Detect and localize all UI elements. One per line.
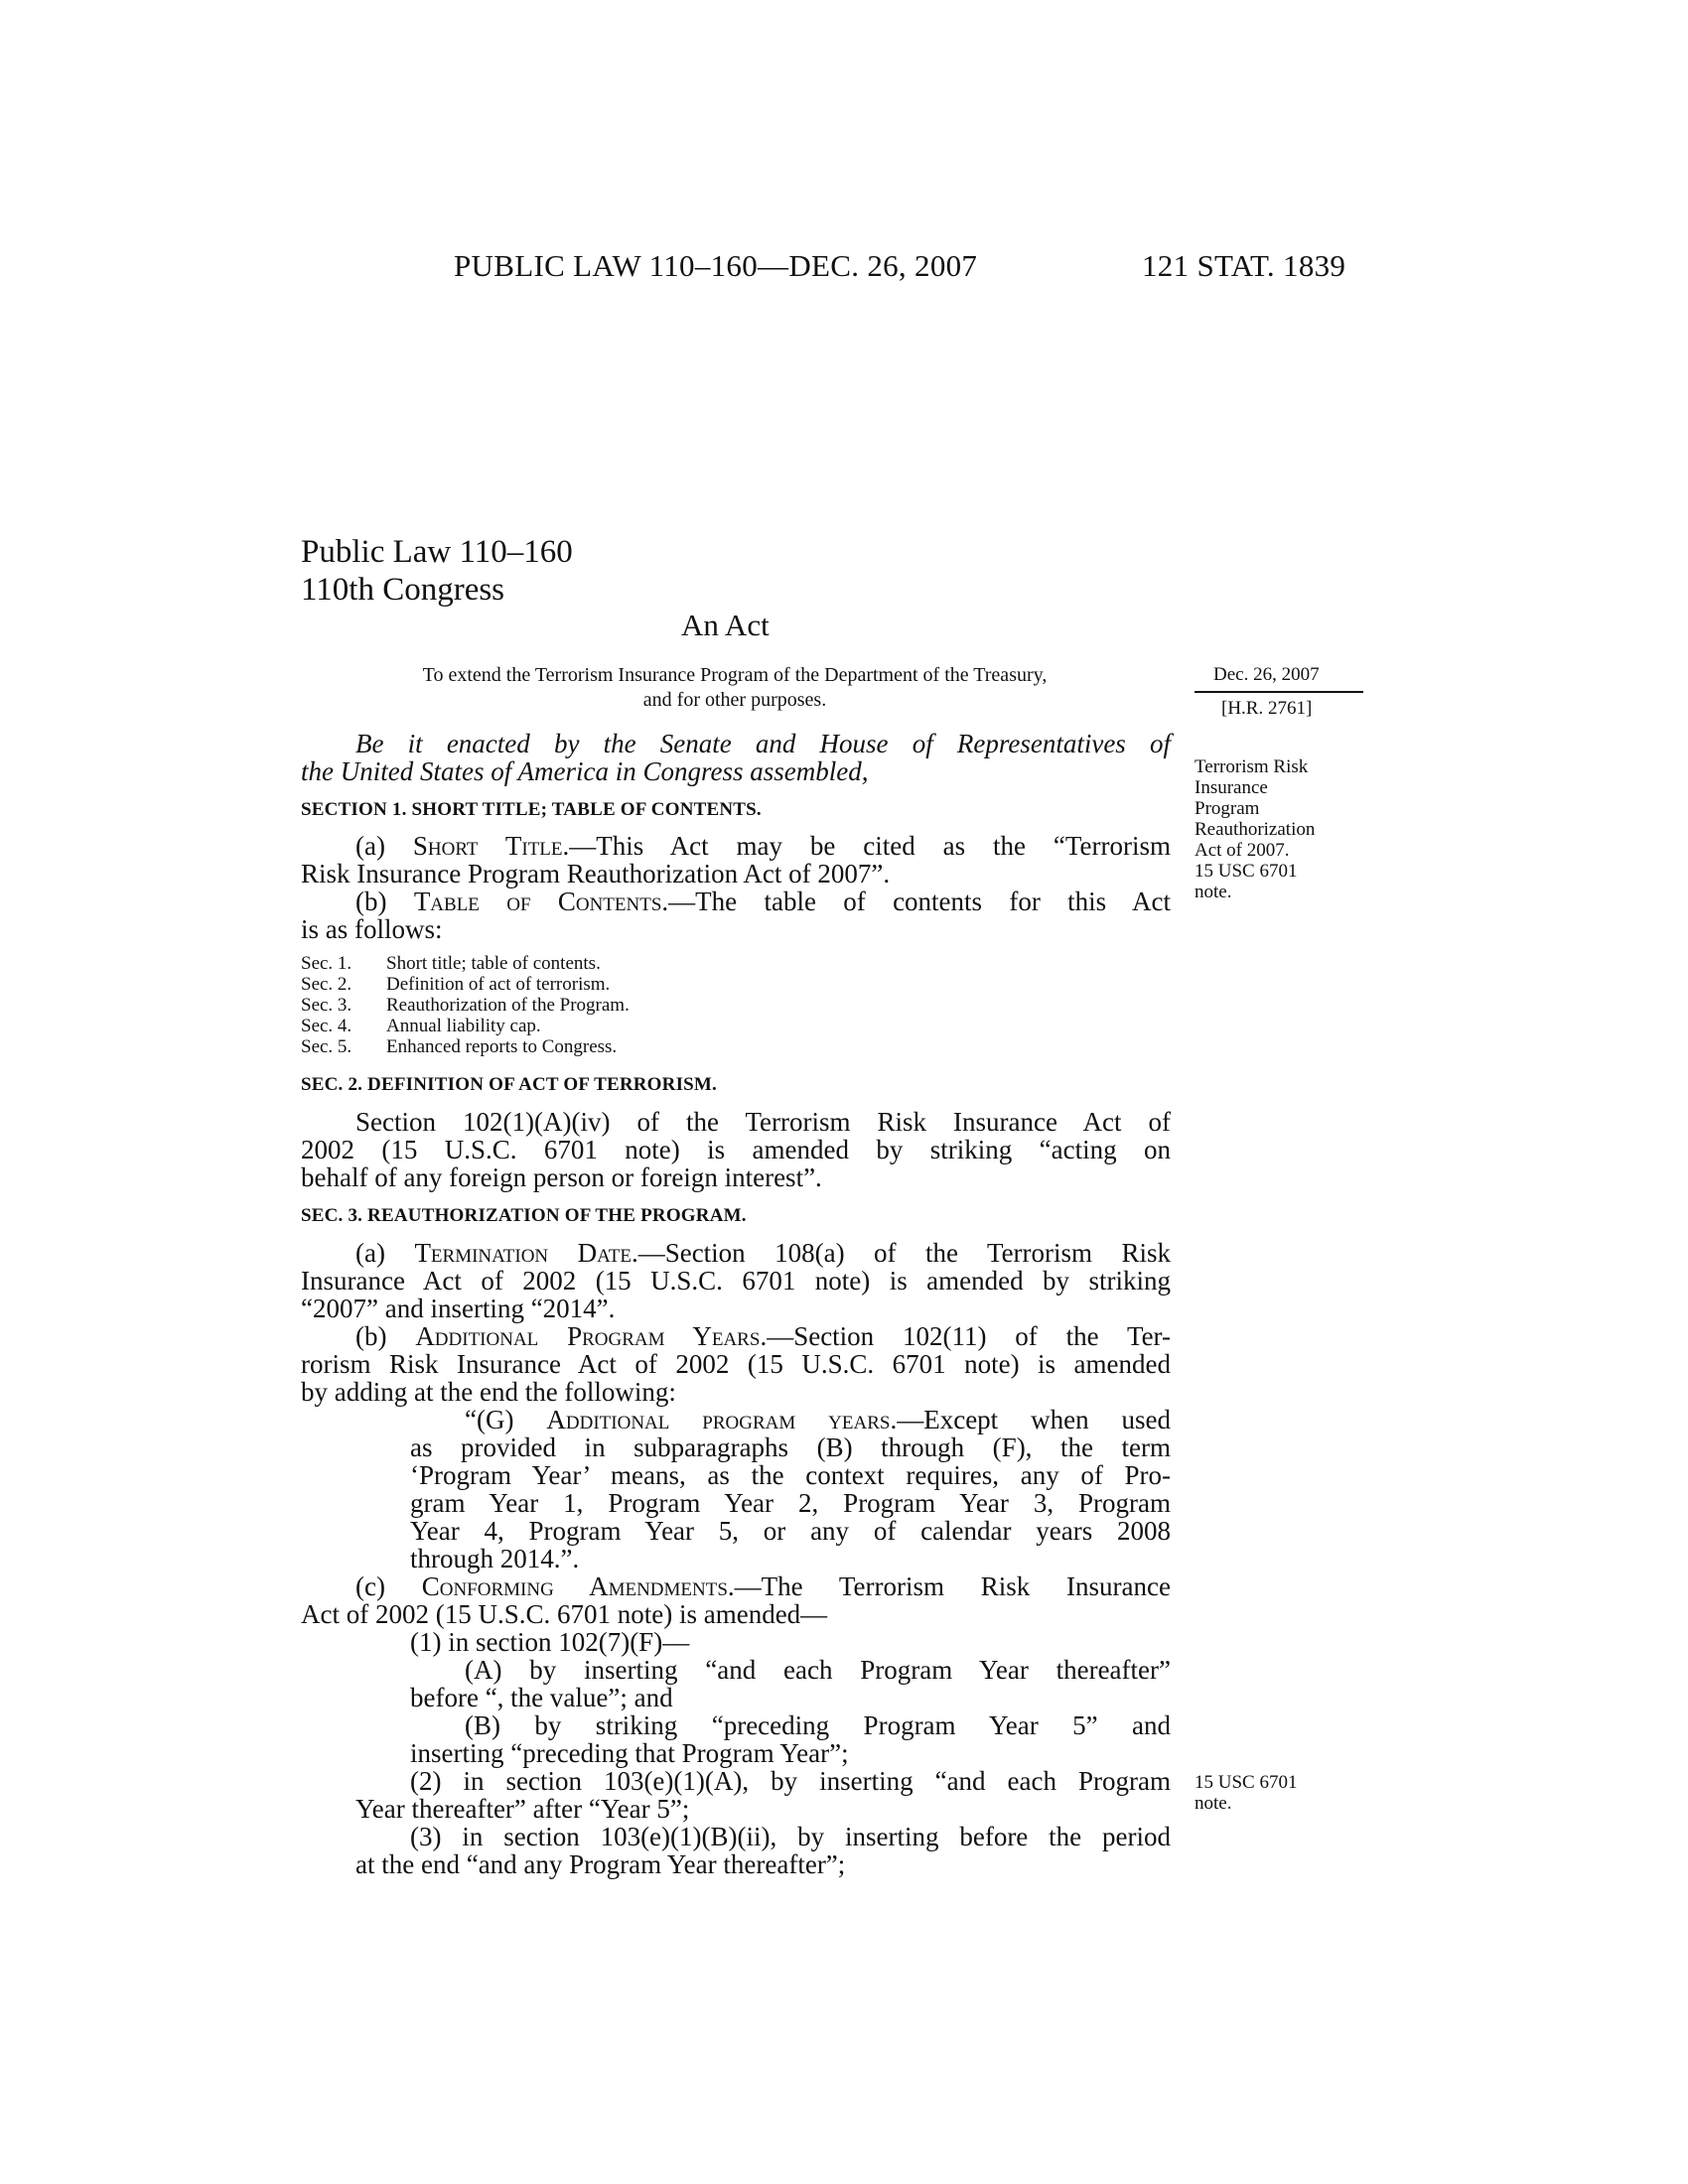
enacting-clause-line-2: the United States of America in Congress assembled,: [301, 756, 869, 786]
margin-enactment-date: Dec. 26, 2007: [1213, 664, 1320, 685]
congress-number: 110th Congress: [301, 572, 505, 608]
sec1-a-line-1: (a) Short Title.—This Act may be cited as the “Terrorism: [355, 831, 1171, 861]
sec2-line-1: Section 102(1)(A)(iv) of the Terrorism Risk Insurance Act of: [355, 1107, 1171, 1137]
sec3-g-line-3: ‘Program Year’ means, as the context requires, any of Pro-: [410, 1460, 1171, 1490]
sec3-c-item-1A-line-1: (A) by inserting “and each Program Year thereafter”: [465, 1655, 1171, 1685]
margin-note-line: 15 USC 6701: [1195, 1772, 1298, 1793]
toc-entry: Sec. 5. Enhanced reports to Congress.: [301, 1036, 618, 1057]
toc-entry: Sec. 1. Short title; table of contents.: [301, 953, 601, 974]
sec1-b-line-2: is as follows:: [301, 914, 443, 944]
sec3-c-item-3-line-1: (3) in section 103(e)(1)(B)(ii), by inserting before the period: [410, 1822, 1171, 1851]
sec3-g-line-2: as provided in subparagraphs (B) through (F), the term: [410, 1433, 1171, 1462]
margin-note-line: Insurance: [1195, 777, 1268, 798]
sec2-line-2: 2002 (15 U.S.C. 6701 note) is amended by striking “acting on: [301, 1135, 1171, 1164]
sec3-c-item-1B-line-1: (B) by striking “preceding Program Year 5” and: [465, 1710, 1171, 1740]
sec3-b-line-3: by adding at the end the following:: [301, 1377, 676, 1407]
sec3-c-item-2-line-1: (2) in section 103(e)(1)(A), by inserting “and each Program: [410, 1766, 1171, 1796]
toc-entry: Sec. 2. Definition of act of terrorism.: [301, 974, 611, 995]
sec3-c-item-1A-line-2: before “, the value”; and: [410, 1683, 673, 1712]
sec3-g-line-6: through 2014.”.: [410, 1544, 580, 1573]
sec3-a-line-2: Insurance Act of 2002 (15 U.S.C. 6701 note) is amended by striking: [301, 1266, 1171, 1296]
section-1-heading: SECTION 1. SHORT TITLE; TABLE OF CONTENTS.: [301, 799, 762, 820]
sec3-a-line-3: “2007” and inserting “2014”.: [301, 1294, 616, 1323]
sec3-b-line-1: (b) Additional Program Years.—Section 102(11) of the Ter-: [355, 1321, 1171, 1351]
section-3-heading: SEC. 3. REAUTHORIZATION OF THE PROGRAM.: [301, 1205, 747, 1226]
enacting-clause-line-1: Be it enacted by the Senate and House of Representatives of: [355, 729, 1171, 758]
sec3-a-line-1: (a) Termination Date.—Section 108(a) of the Terrorism Risk: [355, 1238, 1172, 1268]
public-law-number: Public Law 110–160: [301, 534, 573, 570]
margin-note-line: Terrorism Risk: [1195, 756, 1309, 777]
toc-entry: Sec. 4. Annual liability cap.: [301, 1016, 541, 1036]
margin-bill-number: [H.R. 2761]: [1221, 698, 1313, 719]
sec3-g-line-5: Year 4, Program Year 5, or any of calendar years 2008: [410, 1516, 1171, 1546]
sec3-c-line-2: Act of 2002 (15 U.S.C. 6701 note) is amended—: [301, 1599, 828, 1629]
sec3-b-line-2: rorism Risk Insurance Act of 2002 (15 U.S.C. 6701 note) is amended: [301, 1349, 1171, 1379]
sec3-c-item-3-line-2: at the end “and any Program Year thereafter”;: [355, 1849, 846, 1879]
sec3-c-item-1: (1) in section 102(7)(F)—: [410, 1627, 690, 1657]
table-of-contents: [301, 953, 630, 1057]
act-purpose-line-1: To extend the Terrorism Insurance Program of the Department of the Treasury,: [422, 664, 1048, 686]
section-2-heading: SEC. 2. DEFINITION OF ACT OF TERRORISM.: [301, 1074, 718, 1095]
margin-note-line: Act of 2007.: [1195, 840, 1290, 861]
margin-note-line: Reauthorization: [1195, 819, 1316, 840]
margin-note-line: 15 USC 6701: [1195, 861, 1298, 882]
sec3-c-item-2-line-2: Year thereafter” after “Year 5”;: [355, 1794, 690, 1824]
toc-entry: Sec. 3. Reauthorization of the Program.: [301, 995, 630, 1016]
margin-note-usc: [1195, 1772, 1297, 1814]
margin-note-line: note.: [1195, 1793, 1232, 1814]
margin-rule: [1195, 691, 1363, 693]
act-purpose: [328, 663, 1142, 713]
sec3-g-line-1: “(G) Additional program years.—Except when used: [465, 1405, 1171, 1434]
margin-note-line: note.: [1195, 882, 1232, 902]
running-header-stat-page: 121 STAT. 1839: [1142, 248, 1346, 283]
margin-note-short-title: [1195, 756, 1315, 902]
sec3-g-line-4: gram Year 1, Program Year 2, Program Year 3, Program: [410, 1488, 1171, 1518]
act-purpose-line-2: and for other purposes.: [642, 689, 827, 711]
act-heading: An Act: [681, 608, 770, 642]
running-header-law-date: PUBLIC LAW 110–160—DEC. 26, 2007: [454, 248, 978, 283]
sec3-c-item-1B-line-2: inserting “preceding that Program Year”;: [410, 1738, 849, 1768]
sec2-line-3: behalf of any foreign person or foreign interest”.: [301, 1162, 822, 1192]
sec3-c-line-1: (c) Conforming Amendments.—The Terrorism Risk Insurance: [355, 1571, 1171, 1601]
sec1-a-line-2: Risk Insurance Program Reauthorization Act of 2007”.: [301, 859, 891, 888]
sec1-b-line-1: (b) Table of Contents.—The table of contents for this Act: [355, 887, 1171, 916]
margin-note-line: Program: [1195, 798, 1260, 819]
